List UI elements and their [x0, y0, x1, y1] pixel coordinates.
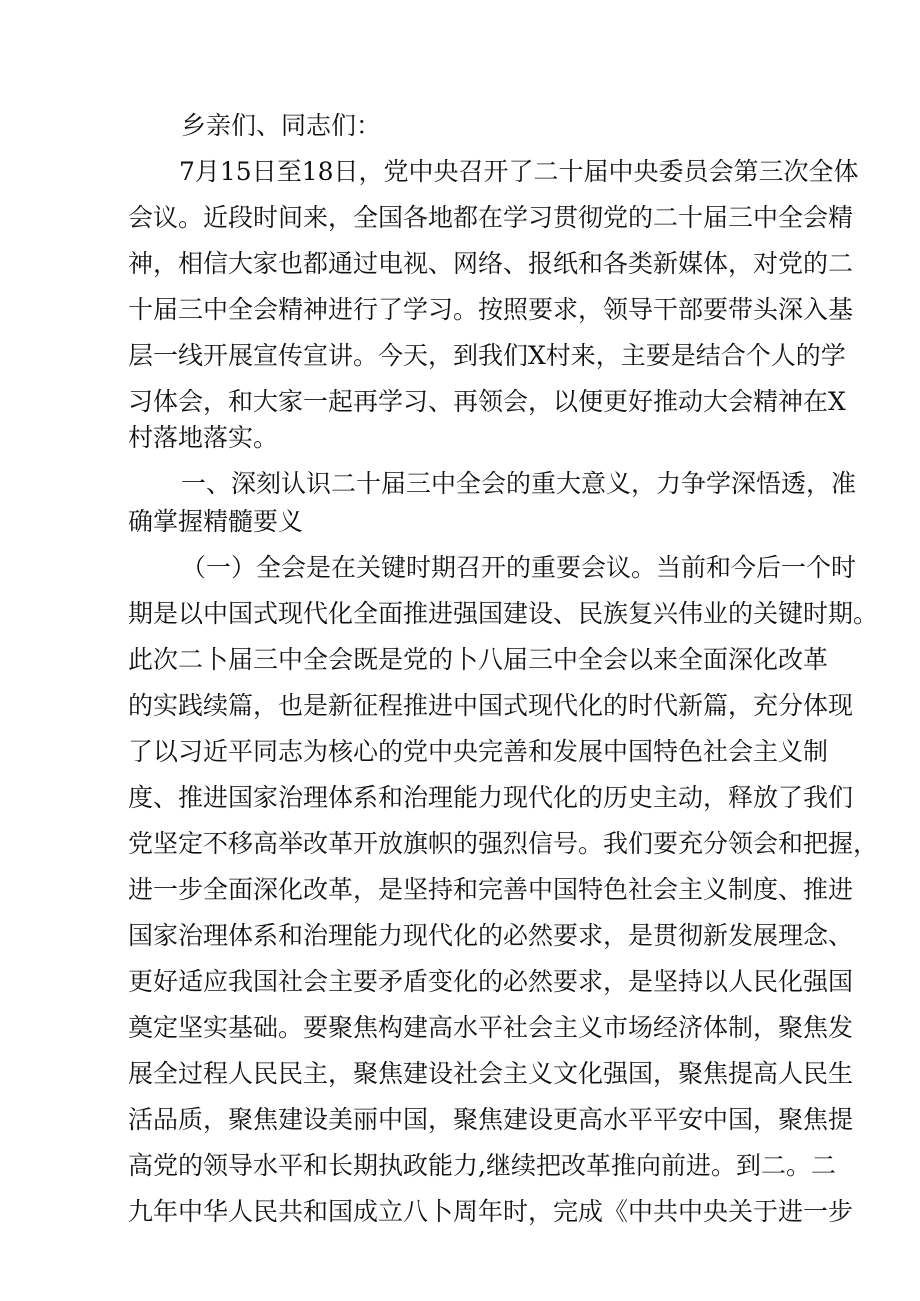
body-line: 十届三中全会精神进行了学习。按照要求，领导干部要带头深入基: [128, 295, 854, 324]
body-line: 层一线开展宣传宣讲。今天，到我们X村来，主要是结合个人的学: [128, 341, 846, 370]
body-line: 的实践续篇，也是新征程推进中国式现代化的时代新篇，充分体现: [128, 691, 854, 720]
body-line: 7月15日至18日，党中央召开了二十届中央委员会第三次全体: [179, 157, 859, 186]
body-line: 度、推进国家治理体系和治理能力现代化的历史主动，释放了我们: [128, 783, 854, 812]
body-line: 会议。近段时间来，全国各地都在学习贯彻党的二十届三中全会精: [128, 203, 854, 232]
body-line: 九年中华人民共和国成立八卜周年时，完成《中共中央关于进一步: [128, 1197, 854, 1226]
body-line: 进一步全面深化改革，是坚持和完善中国特色社会主义制度、推进: [128, 875, 854, 904]
body-line: 期是以中国式现代化全面推进强国建设、民族复兴伟业的关键时期。: [128, 599, 879, 628]
body-line: 此次二卜届三中全会既是党的卜八届三中全会以来全面深化改革: [128, 645, 829, 674]
body-line: 党坚定不移高举改革开放旗帜的强烈信号。我们要充分领会和把握，: [128, 829, 879, 858]
body-line: 更好适应我国社会主要矛盾变化的必然要求，是坚持以人民化强国: [128, 967, 854, 996]
body-line: 国家治理体系和治理能力现代化的必然要求，是贯彻新发展理念、: [128, 921, 854, 950]
body-line: 活品质，聚焦建设美丽中国，聚焦建设更高水平平安中国，聚焦提: [128, 1105, 854, 1134]
greeting-line: 乡亲们、同志们：: [181, 111, 382, 140]
body-line: 神，相信大家也都通过电视、网络、报纸和各类新媒体，对党的二: [128, 249, 854, 278]
body-line: 习体会，和大家一起再学习、再领会，以便更好推动大会精神在X: [128, 387, 846, 416]
body-line: 了以习近平同志为核心的党中央完善和发展中国特色社会主义制: [128, 737, 829, 766]
section-heading-line: 一、深刻认识二十届三中全会的重大意义，力争学深悟透，准: [181, 469, 857, 498]
subsection-line: （一）全会是在关键时期召开的重要会议。当前和今后一个时: [181, 553, 857, 582]
body-line: 村落地落实。: [128, 423, 279, 452]
body-line: 展全过程人民民主，聚焦建设社会主义文化强国，聚焦提高人民生: [128, 1059, 854, 1088]
body-line: 奠定坚实基础。要聚焦构建高水平社会主义市场经济体制，聚焦发: [128, 1013, 854, 1042]
body-line: 高党的领导水平和长期执政能力,继续把改革推向前进。到二。二: [128, 1151, 836, 1180]
section-heading-line: 确掌握精髓要义: [128, 507, 304, 536]
